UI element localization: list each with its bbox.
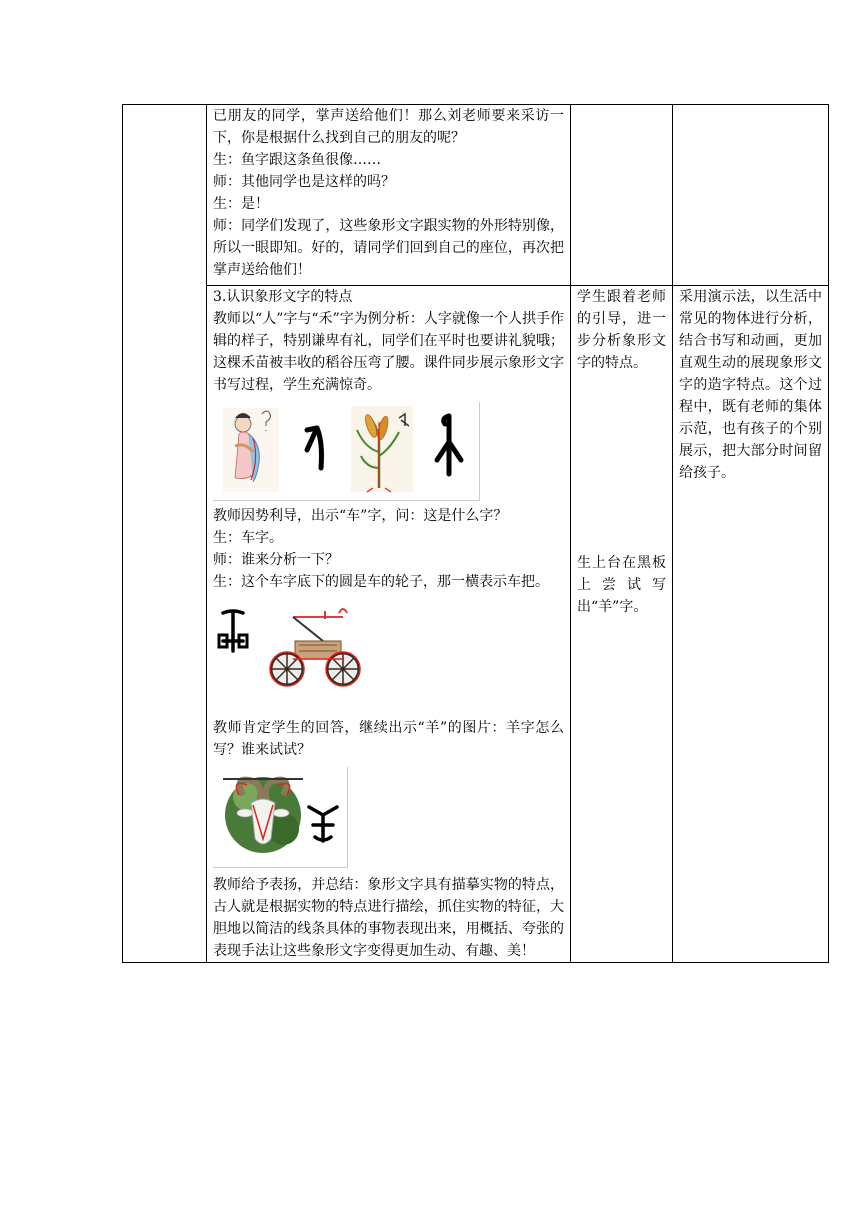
student-activity: 学生跟着老师的引导，进一步分析象形文字的特点。 xyxy=(577,289,666,371)
process-cell xyxy=(207,105,571,286)
design-intent: 采用演示法，以生活中常见的物体进行分析，结合书写和动画，更加直观生动的展现象形文字的造字特点。这个过程中，既有老师的集体示范，也有孩子的个别展示，把大部分时间留给孩子。 xyxy=(679,289,822,481)
ren-he-figure xyxy=(213,402,480,501)
che-figure xyxy=(213,601,363,701)
lesson-plan-table xyxy=(122,104,829,963)
paragraph: 教师肯定学生的回答，继续出示“羊”的图片：羊字怎么写？谁来试试？ xyxy=(213,720,564,758)
student-cell xyxy=(571,105,673,286)
section-heading: 3.认识象形文字的特点 xyxy=(213,289,353,305)
paragraph: 生：这个车字底下的圆是车的轮子，那一横表示车把。 xyxy=(213,574,549,590)
table-row xyxy=(123,105,829,286)
stage-cell xyxy=(123,105,207,963)
paragraph: 师：同学们发现了，这些象形文字跟实物的外形特别像，所以一眼即知。好的，请同学们回到自己的座位，再次把掌声送给他们！ xyxy=(213,218,564,278)
paragraph: 生：鱼字跟这条鱼很像…… xyxy=(213,152,381,168)
table-row xyxy=(123,286,829,963)
intent-cell xyxy=(673,286,829,963)
intent-cell xyxy=(673,105,829,286)
student-cell xyxy=(571,286,673,963)
paragraph: 教师给予表扬，并总结：象形文字具有描摹实物的特点，古人就是根据实物的特点进行描绘，抓住实物的特征，大胆地以简洁的线条具体的事物表现出来，用概括、夸张的表现手法让这些象形文字变得更加生动、有趣、美！ xyxy=(213,877,564,959)
paragraph: 生：车字。 xyxy=(213,530,283,546)
paragraph: 师：其他同学也是这样的吗？ xyxy=(213,174,395,190)
paragraph: 教师以“人”字与“禾”字为例分析：人字就像一个人拱手作辑的样子，特别谦卑有礼，同学们在平时也要讲礼貌哦；这棵禾苗被丰收的稻谷压弯了腰。课件同步展示象形文字书写过程，学生充满惊奇。 xyxy=(213,311,564,393)
student-activity: 生上台在黑板上尝试写出“羊”字。 xyxy=(577,555,666,615)
paragraph: 已朋友的同学，掌声送给他们！那么刘老师要来采访一下，你是根据什么找到自己的朋友的呢？ xyxy=(213,108,564,146)
ren-he-illustration xyxy=(213,402,479,500)
che-illustration xyxy=(213,601,363,701)
paragraph: 生：是！ xyxy=(213,196,269,212)
paragraph: 师：谁来分析一下？ xyxy=(213,552,339,568)
process-cell xyxy=(207,286,571,963)
yang-illustration xyxy=(213,767,347,867)
paragraph: 教师因势利导，出示“车”字，问：这是什么字？ xyxy=(213,508,508,524)
yang-figure xyxy=(213,767,348,868)
